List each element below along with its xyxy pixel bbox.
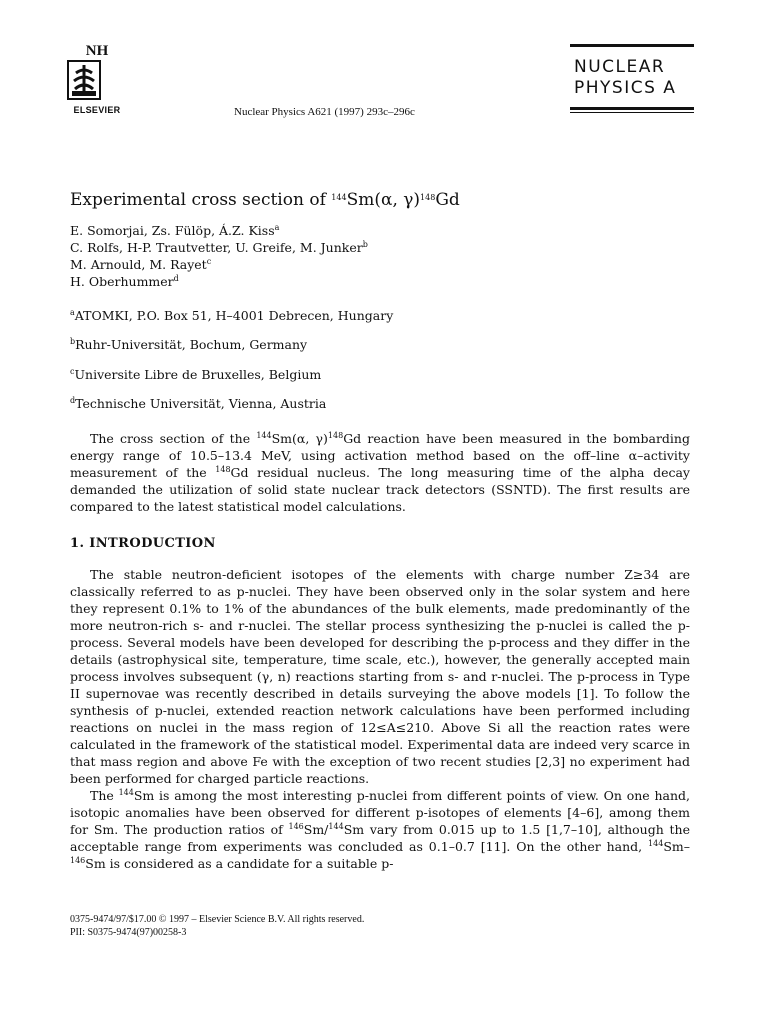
- journal-name: [570, 47, 694, 107]
- author-line: M. Arnould, M. Rayet$^c$: [70, 257, 212, 272]
- section-heading: 1. INTRODUCTION: [70, 536, 216, 551]
- abstract-paragraph: The cross section of the $^{144}$Sm(α, γ)$^{148}$Gd reaction have been measured in the bombarding energy range of 10.5–13.4 MeV, using activation method based on the off–line α–activity measurement of the $^{148}$Gd residual nucleus. The long measuring time of the alpha decay demanded the utilization of solid state nuclear track detectors (SSNTD). The first results are compared to the latest statistical model calculations.: [70, 431, 690, 514]
- author-line: C. Rolfs, H-P. Trautvetter, U. Greife, M. Junker$^b$: [70, 240, 368, 255]
- rule-bottom-thin: [570, 112, 694, 113]
- affiliation: $^c$Universite Libre de Bruxelles, Belgium: [70, 367, 322, 382]
- publisher-name: ELSEVIER: [73, 105, 121, 115]
- copyright-line: 0375-9474/97/$17.00 © 1997 – Elsevier Science B.V. All rights reserved.: [70, 914, 365, 925]
- body-paragraph: The stable neutron-deficient isotopes of the elements with charge number Z≥34 are classically referred to as p-nuclei. They have been observed only in the solar system and here they represent 0.1% to 1% of the abundances of the bulk elements, made predominantly of the more neutron-rich s- and r-nuclei. The stellar process synthesizing the p-nuclei is called the p-process. Several models have been developed for describing the p-process and they differ in the details (astrophysical site, temperature, time scale, etc.), however, the generally accepted main process involves subsequent (γ, n) reactions starting from s- and r-nuclei. The p-process in Type II supernovae was recently described in details surveying the above models [1]. To follow the synthesis of p-nuclei, extended reaction network calculations have been performed including reactions on nuclei in the mass region of 12≤A≤210. Above Si all the reaction rates were calculated in the framework of the statistical model. Experimental data are indeed very scarce in that mass region and above Fe with the exception of two recent studies [2,3] no experiment had been performed for charged particle reactions.: [70, 567, 690, 786]
- copyright-footer: [70, 913, 364, 939]
- journal-name-line2: PHYSICS A: [574, 78, 677, 98]
- pii-line: PII: S0375-9474(97)00258-3: [70, 927, 187, 938]
- journal-name-line1: NUCLEAR: [574, 57, 666, 77]
- elsevier-tree-icon: [66, 59, 102, 101]
- body-paragraph: The $^{144}$Sm is among the most interesting p-nuclei from different points of view. On one hand, isotopic anomalies have been observed for different p-isotopes of elements [4–6], among them for Sm. The production ratios of $^{146}$Sm/$^{144}$Sm vary from 0.015 up to 1.5 [1,7–10], although the acceptable range from experiments was concluded as 0.1–0.7 [11]. On the other hand, $^{144}$Sm–$^{146}$Sm is considered as a candidate for a suitable p-: [70, 788, 691, 871]
- affiliation: $^a$ATOMKI, P.O. Box 51, H–4001 Debrecen, Hungary: [70, 308, 394, 323]
- author-line: E. Somorjai, Zs. Fülöp, Á.Z. Kiss$^a$: [70, 223, 280, 238]
- journal-name-box: [570, 44, 694, 113]
- paper-title: Experimental cross section of $^{144}$Sm(α, γ)$^{148}$Gd: [70, 190, 460, 210]
- author-line: H. Oberhummer$^d$: [70, 274, 179, 289]
- body-text: [70, 566, 690, 872]
- journal-reference: Nuclear Physics A621 (1997) 293c–296c: [234, 106, 415, 118]
- logo-mark: NH: [85, 43, 109, 59]
- rule-bottom: [570, 107, 694, 110]
- publisher-logo: [66, 44, 128, 118]
- author-list: [70, 222, 368, 290]
- affiliation: $^b$Ruhr-Universität, Bochum, Germany: [70, 337, 308, 352]
- affiliation: $^d$Technische Universität, Vienna, Austria: [70, 396, 327, 411]
- abstract: [70, 430, 690, 515]
